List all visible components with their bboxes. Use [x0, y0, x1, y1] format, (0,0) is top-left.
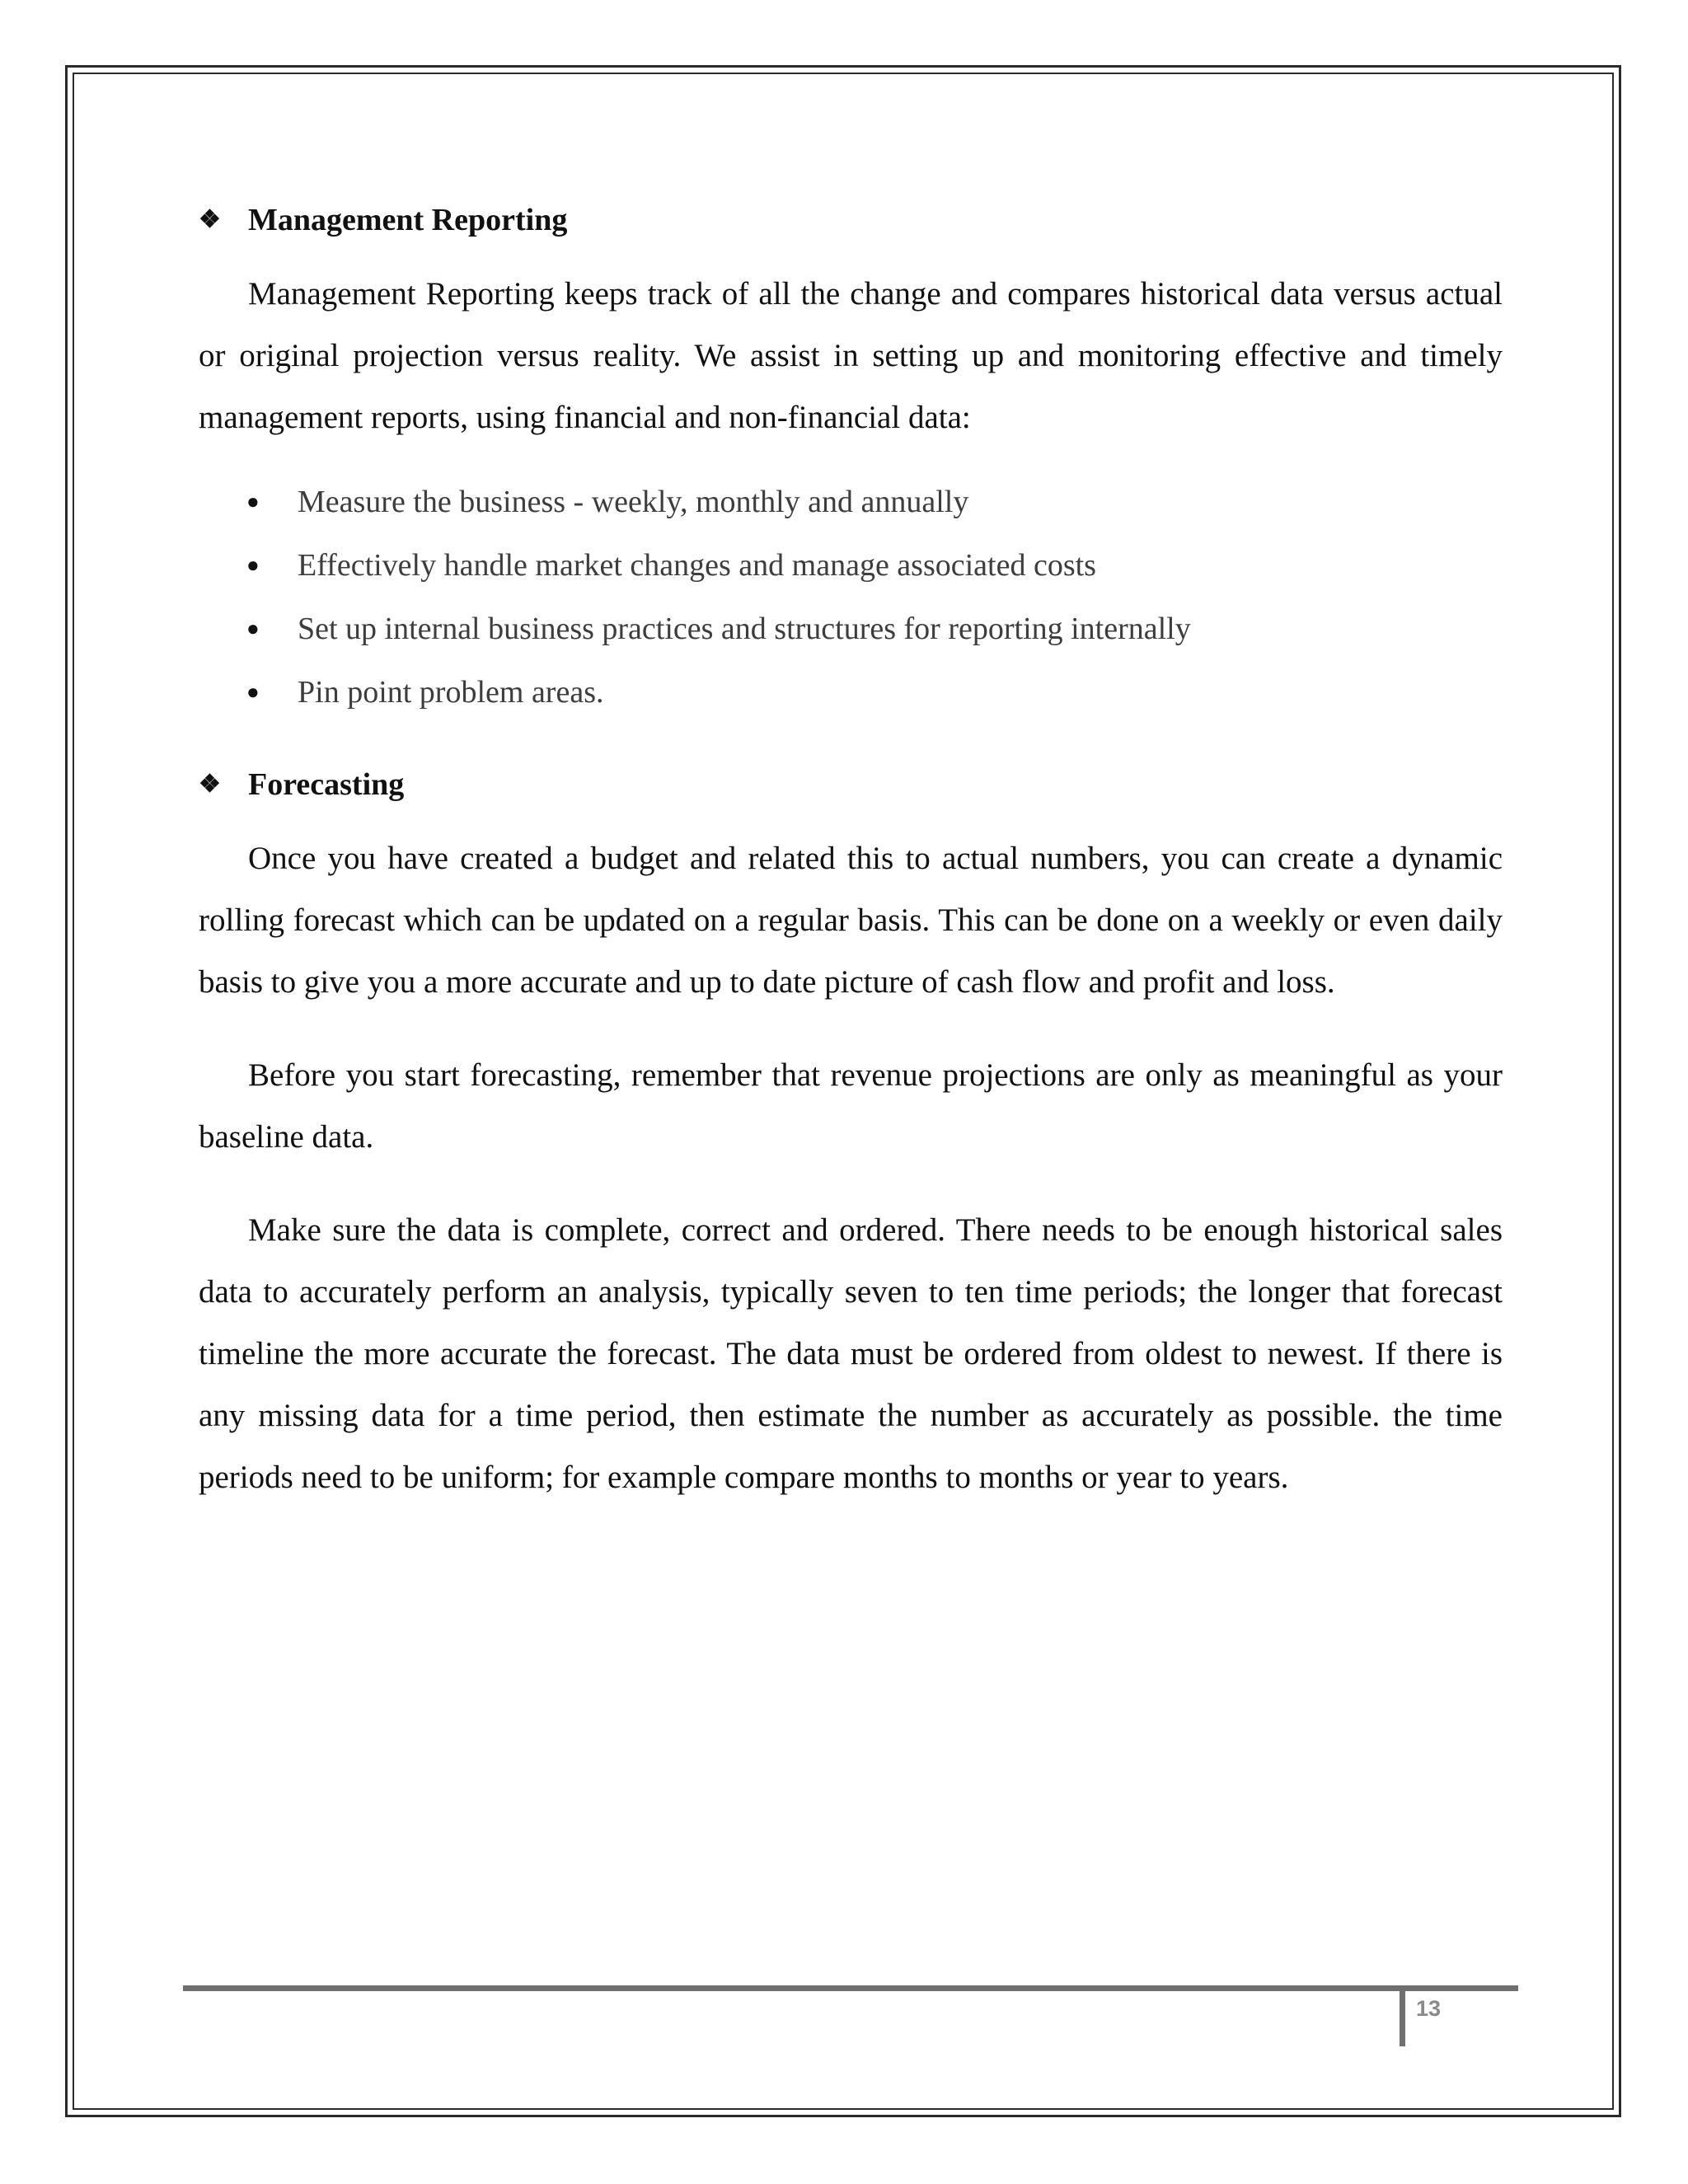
list-item: [199, 597, 1503, 660]
list-item: [199, 660, 1503, 724]
forecasting-paragraph-1: Once you have created a budget and related this to actual numbers, you can create a dynamic rolling forecast which can be updated on a regular basis. This can be done on a weekly or even daily basis to give you a more accurate and up to date picture of cash flow and profit and loss.: [199, 841, 1503, 1000]
management-reporting-bullet-list: [199, 470, 1503, 724]
list-item: [199, 533, 1503, 597]
list-item-text: Measure the business - weekly, monthly and annually: [298, 484, 969, 519]
management-reporting-paragraph: Management Reporting keeps track of all the change and compares historical data versus actual or original projection versus reality. We assist in setting up and monitoring effective and timely management reports, using financial and non-financial data:: [199, 276, 1503, 435]
forecasting-paragraph-3: Make sure the data is complete, correct and ordered. There needs to be enough historical sales data to accurately perform an analysis, typically seven to ten time periods; the longer that forecast timeline the more accurate the forecast. The data must be ordered from oldest to newest. If there is any missing data for a time period, then estimate the number as accurately as possible. the time periods need to be uniform; for example compare months to months or year to years.: [199, 1212, 1503, 1495]
page-number: 13: [1416, 1996, 1442, 2021]
section-heading-forecasting: [199, 758, 1503, 811]
page-content: [199, 194, 1503, 1508]
forecasting-paragraph-2: Before you start forecasting, remember that revenue projections are only as meaningful as your baseline data.: [199, 1057, 1503, 1155]
list-item-text: Effectively handle market changes and manage associated costs: [298, 547, 1096, 583]
footer-rule: [183, 1985, 1518, 1991]
bullet-dot-icon: ●: [246, 616, 260, 640]
list-item-text: Pin point problem areas.: [298, 674, 604, 710]
bullet-dot-icon: ●: [246, 679, 260, 704]
bullet-dot-icon: ●: [246, 489, 260, 513]
section-heading-text: Forecasting: [248, 767, 405, 802]
section-heading-management-reporting: [199, 194, 1503, 246]
bullet-dot-icon: ●: [246, 552, 260, 577]
section-heading-text: Management Reporting: [248, 203, 568, 237]
diamond-bullet-icon: ❖: [199, 206, 221, 233]
list-item: [199, 470, 1503, 533]
list-item-text: Set up internal business practices and structures for reporting internally: [298, 611, 1191, 646]
diamond-bullet-icon: ❖: [199, 771, 221, 798]
footer-rule-tick: [1400, 1985, 1405, 2046]
